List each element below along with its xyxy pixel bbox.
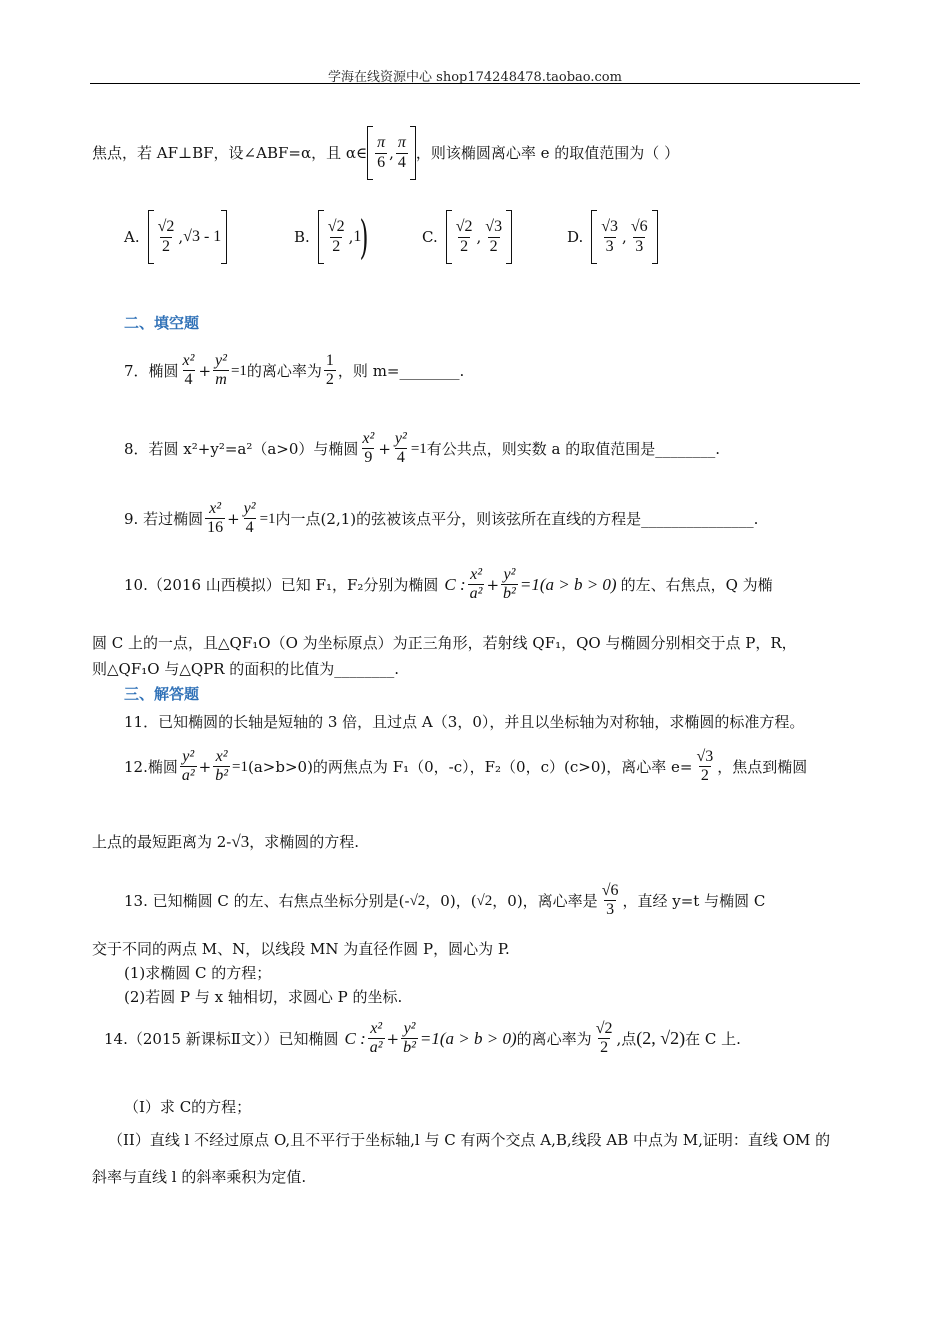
bracket-left (367, 126, 373, 180)
frac-pi-6: $\frac{\pi}{6}$ (377, 134, 386, 171)
q13-part2: (2)若圆 P 与 x 轴相切，求圆心 P 的坐标. (124, 988, 403, 1006)
q14: 14.（2015 新课标Ⅱ文））已知椭圆 C : $\frac{\text{x²}}{\text{a²}}$ + $\frac{\text{y²}}{\text{b²}}$ =1(a > b > 0) 的离心率为 $\frac{√2}{2}$ ,点 (2, √2) 在 C 上. (104, 1020, 741, 1057)
q14-part1: （I）求 C的方程； (124, 1098, 252, 1116)
q6-stem: 焦点，若 AF⊥BF，设∠ABF=α，且 α∈ $\frac{\pi}{6}$ , $\frac{\pi}{4}$ ，则该椭圆离心率 e 的取值范围为（ ） (92, 126, 679, 180)
q7: 7．椭圆 $\frac{\text{x²}}{4}$ + $\frac{\text{y²}}{m}$ =1 的离心率为 $\frac{1}{2}$ ，则 m=________. (124, 352, 465, 389)
page-header: 学海在线资源中心 shop174248478.taobao.com (328, 70, 622, 85)
q10: 10.（2016 山西模拟）已知 F₁，F₂分别为椭圆 C : $\frac{\text{x²}}{\text{a²}}$ + $\frac{\text{y²}}{\text{b²}}$ =1(a > b > 0) 的左、右焦点，Q 为椭 (124, 566, 773, 603)
q12: 12.椭圆 $\frac{\text{y²}}{\text{a²}}$ + $\frac{\text{x²}}{\text{b²}}$ =1 (a>b>0)的两焦点为 F₁（0，-c），F₂（0，c）(c>0)，离心率 e= $\frac{√3}{2}$ ，焦点到椭圆 (124, 748, 808, 785)
q13-part1: (1)求椭圆 C 的方程； (124, 964, 272, 982)
q10-line3: 则△QF₁O 与△QPR 的面积的比值为________. (92, 660, 400, 678)
q6-options (124, 210, 658, 264)
section-solve: 三、解答题 (124, 685, 200, 703)
q11: 11．已知椭圆的长轴是短轴的 3 倍，且过点 A（3，0），并且以坐标轴为对称轴，求椭圆的标准方程。 (124, 713, 805, 731)
frac-pi-4: $\frac{\pi}{4}$ (397, 134, 406, 171)
q13-line2: 交于不同的两点 M、N，以线段 MN 为直径作圆 P，圆心为 P. (92, 940, 510, 958)
q14-part2-cont: 斜率与直线 l 的斜率乘积为定值. (92, 1168, 307, 1186)
q9: 9. 若过椭圆 $\frac{\text{x²}}{16}$ + $\frac{\text{y²}}{4}$ =1 内一点(2,1)的弦被该点平分，则该弦所在直线的方程是_______________. (124, 500, 759, 537)
section-fill-in: 二、填空题 (124, 314, 200, 332)
q14-part2: （II）直线 l 不经过原点 O,且不平行于坐标轴,l 与 C 有两个交点 A,B,线段 AB 中点为 M,证明：直线 OM 的 (108, 1131, 831, 1149)
q8: 8．若圆 x²+y²=a²（a>0）与椭圆 $\frac{\text{x²}}{9}$ + $\frac{\text{y²}}{4}$ =1 有公共点，则实数 a 的取值范围是________. (124, 430, 721, 467)
q12-line2: 上点的最短距离为 2-√3，求椭圆的方程. (92, 832, 360, 851)
option-a: A. $\frac{√2}{2}$ , √3 - 1 (124, 210, 294, 264)
q13: 13. 已知椭圆 C 的左、右焦点坐标分别是(- √2 ，0)，( √2 ，0)，离心率是 $\frac{√6}{3}$ ，直经 y=t 与椭圆 C (124, 882, 766, 919)
header-divider (90, 83, 860, 84)
q10-line2: 圆 C 上的一点，且△QF₁O（O 为坐标原点）为正三角形，若射线 QF₁，QO 与椭圆分别相交于点 P，R， (92, 634, 797, 652)
q6-text: 焦点，若 AF⊥BF，设∠ABF=α，且 α∈ (92, 144, 368, 162)
option-c: C. $\frac{√2}{2}$ , $\frac{√3}{2}$ (422, 210, 567, 264)
q6-tail: ，则该椭圆离心率 e 的取值范围为（ ） (415, 144, 680, 162)
option-d: D. $\frac{√3}{3}$ , $\frac{√6}{3}$ (567, 210, 658, 264)
option-b: B. $\frac{√2}{2}$ , 1 ) (294, 210, 369, 264)
